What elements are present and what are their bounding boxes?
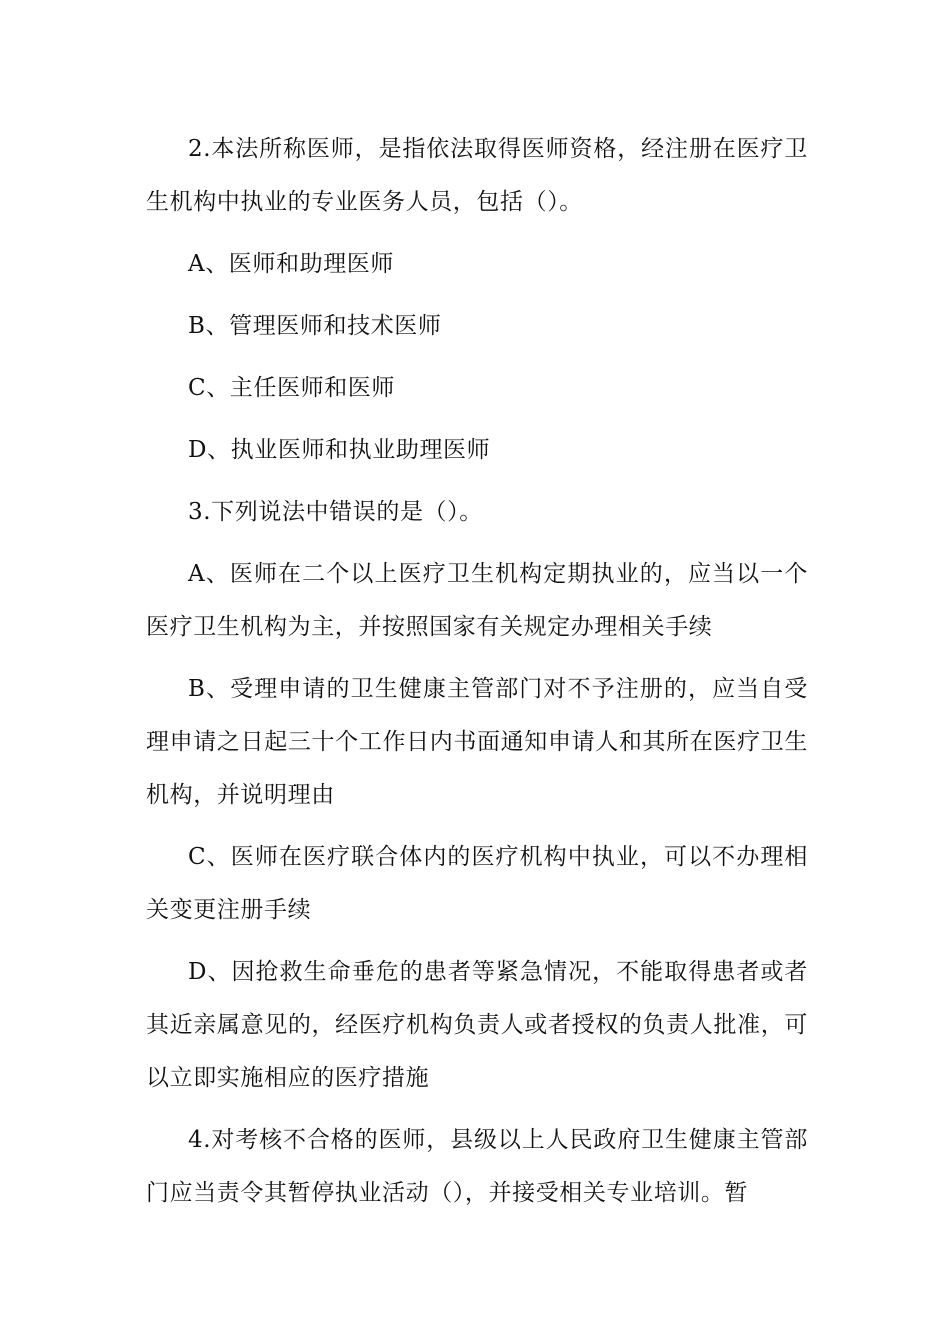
question-2-stem: 2.本法所称医师，是指依法取得医师资格，经注册在医疗卫生机构中执业的专业医务人员，包括（）。 (146, 136, 808, 215)
question-2-option-d: D、执业医师和执业助理医师 (188, 437, 491, 463)
question-2-option-a: A、医师和助理医师 (188, 251, 395, 277)
question-2-option-c: C、主任医师和医师 (188, 375, 395, 401)
question-2-option-b: B、管理医师和技术医师 (188, 313, 442, 339)
question-3-option-b: B、受理申请的卫生健康主管部门对不予注册的，应当自受理申请之日起三十个工作日内书面通知申请人和其所在医疗卫生机构，并说明理由 (146, 676, 808, 808)
document-body (146, 123, 808, 1229)
question-4-stem: 4.对考核不合格的医师，县级以上人民政府卫生健康主管部门应当责令其暂停执业活动（），并接受相关专业培训。暂 (146, 1127, 808, 1206)
question-3-option-c: C、医师在医疗联合体内的医疗机构中执业，可以不办理相关变更注册手续 (146, 844, 808, 923)
question-3-option-d: D、因抢救生命垂危的患者等紧急情况，不能取得患者或者其近亲属意见的，经医疗机构负责人或者授权的负责人批准，可以立即实施相应的医疗措施 (146, 959, 808, 1091)
question-3-stem: 3.下列说法中错误的是（）。 (188, 499, 483, 525)
question-3-option-a: A、医师在二个以上医疗卫生机构定期执业的，应当以一个医疗卫生机构为主，并按照国家有关规定办理相关手续 (146, 561, 808, 640)
